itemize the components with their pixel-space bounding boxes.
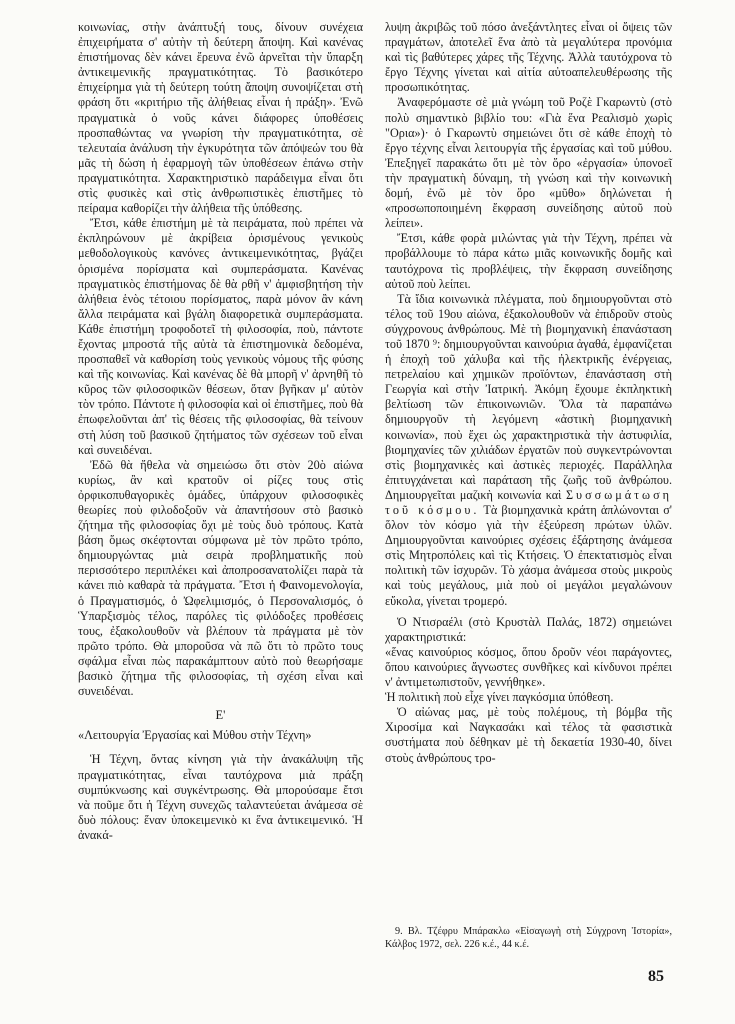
page-number: 85 (648, 968, 664, 985)
paragraph (385, 292, 672, 609)
section-number: Ε' (215, 708, 226, 723)
paragraph-text: Τὰ ἴδια κοινωνικὰ πλέγματα, ποὺ δημιουργοῦνται στὸ τέλος τοῦ 19ου αἰώνα, ἐξακολουθοῦν νὰ ἐπιδροῦν στοὺς σύγχρονους ἀνθρώπους. Μὲ τὴ βιομηχανικὴ ἐπανάσταση τοῦ 1870 ⁹: δημιουργοῦνται καινούρια ἀγαθά, ἐμφανίζεται ἡ ἐποχὴ τοῦ χάλυβα καὶ τῆς ἠλεκτρικῆς ἐνέργειας, πετρελαίου καὶ χημικῶν προϊόντων, ἐπανάσταση στὴ Γεωργία καὶ στὴν Ἰατρική. Ἀκόμη ἔχουμε ἐκπληκτικὴ βελτίωση τῶν ἐπικοινωνιῶν. Ὅλα τὰ παραπάνω δημιουργοῦν τὴ λεγόμενη «ἀστικὴ βιομηχανικὴ κοινωνία», ποὺ ἔχει ὡς χαρακτηριστικὰ τὴν ἀστυφιλία, βιομηχανίες τῶν χιλιάδων ἐργατῶν ποὺ συγκεντρώνονται στὶς βιομηχανικὲς καὶ ἀστικὲς περιοχές. Παράλληλα ἐπιτυγχάνεται καὶ παράταση τῆς ζωῆς τοῦ ἀνθρώπου. Δημιουργεῖται μαζικὴ κοινωνία καὶ (385, 291, 672, 502)
paragraph: Ἔτσι, κάθε φορὰ μιλώντας γιὰ τὴν Τέχνη, πρέπει νὰ προβάλλουμε τὸ πάρα κάτω μιᾶς κοινωνικῆς δομῆς καὶ ταυτόχρονα τὶς προβλέψεις, τὴν ἔκφραση συνείδησης αὐτοῦ ποὺ λείπει. (385, 231, 672, 291)
paragraph: Ἔτσι, κάθε ἐπιστήμη μὲ τὰ πειράματα, ποὺ πρέπει νὰ ἐκπληρώνουν μὲ ἀκρίβεια ὁρισμένους γενικοὺς μεθοδολογικοὺς κανόνες ἀντικειμενικότητας, βγάζει ὁρισμένα πορίσματα καὶ συμπεράσματα. Κανένας πραγματικὸς ἐπιστήμονας δὲ θὰ ρθῆ ν' ἀμφισβητήση τὴν ἀλήθεια ἑνὸς τέτοιου πορίσματος, παρὰ μόνον ἂν κάνη ἄλλα πειράματα καὶ βγάλη διαφορετικὰ συμπεράσματα. Κάθε ἐπιστήμη τροφοδοτεῖ τὴ φιλοσοφία, ποὺ, πάντοτε ἔχοντας μπροστά τῆς αὐτὰ τὰ ἐπιστημονικὰ δεδομένα, προσπαθεῖ νὰ καθορίση τοὺς γενικοὺς νόμους τῆς φύσης καὶ τῆς κοινωνίας. Καὶ κανένας δὲ θὰ μπορῆ ν' ἀρνηθῆ τὸ κῦρος τῶν φιλοσοφικῶν θέσεων, ὅταν βγῆκαν μ' αὐτὸν τὸν τρόπο. Πάντοτε ἡ φιλοσοφία καὶ οἱ ἐπιστῆμες, ποὺ θὰ ἐπωφελοῦνται ἀπ' τὶς θέσεις τῆς φιλοσοφίας, θὰ τείνουν στὴ λύση τοῦ βασικοῦ ζητήματος τῶν σχέσεων τοῦ εἶναι καὶ συνειδέναι. (78, 216, 363, 457)
paragraph-text: Τὰ βιομηχανικὰ κράτη ἁπλώνονται σ' ὅλον τὸν κόσμο γιὰ τὴν ἐξεύρεση πρώτων ὑλῶν. Δημιουργοῦνται καινούριες σχέσεις ἐξάρτησης ἀνάμεσα στὶς Μητροπόλεις καὶ τὶς Κτήσεις. Ὁ ἐπεκτατισμὸς εἶναι πολιτικὴ τῶν ἰσχυρῶν. Τὸ χάσμα ἀνάμεσα στοὺς μικροὺς καὶ τοὺς μεγάλους, μιὰ ποὺ οἱ μεγάλοι μεγαλώνουν εὔκολα, γίνεται τρομερό. (385, 503, 672, 608)
paragraph: λυψη ἀκριβῶς τοῦ πόσο ἀνεξάντλητες εἶναι οἱ ὄψεις τῶν πραγμάτων, ἀποτελεῖ ἕνα ἀπὸ τὰ μεγαλύτερα προνόμια καὶ τὶς βαθύτερες χάρες τῆς Τέχνης. Ἀλλὰ ταυτόχρονα τὸ ἔργο Τέχνης γίνεται καὶ αἰτία αὐτοαπελευθέρωσης τῆς προσωπικότητας. (385, 20, 672, 95)
paragraph: Ἡ πολιτικὴ ποὺ εἶχε γίνει παγκόσμια ὑπόθεση. (385, 690, 614, 705)
paragraph: Ἐδῶ θὰ ἤθελα νὰ σημειώσω ὅτι στὸν 20ὸ αἰώνα κυρίως, ἂν καὶ κρατοῦν οἱ ρίζες τους στὶς ὀρφικοπυθαγορικὲς ὁμάδες, ὑπάρχουν φιλοσοφικὲς θεωρίες ποὺ φιλοδοξοῦν νὰ ἀπαντήσουν στὸ βασικὸ ζήτημα τῆς φιλοσοφίας ὄχι μὲ τοὺς δυὸ τρόπους. Κατὰ βάση ὅμως σκέφτονται σύμφωνα μὲ τὸν πρῶτο τρόπο, δημιουργώντας μιὰ σειρὰ προβληματικῆς ποὺ περισσότερο περιπλέκει καὶ ἀποπροσανατολίζει παρὰ τὰ κάνει πιὸ καθαρὰ τὰ πράγματα. Ἔτσι ἡ Φαινομενολογία, ὁ Πραγματισμός, ὁ Ὠφελιμισμός, ὁ Περσοναλισμός, ὁ Ὑπαρξισμὸς τέλος, παρόλες τὶς φιλόδοξες προθέσεις τους, ἐξακολουθοῦν νὰ βλέπουν τὰ πράγματα μὲ τὸν πρῶτο τρόπο. Θὰ μποροῦσα νὰ πῶ ὅτι τὸ πρῶτο τους σφάλμα εἶναι πὼς παρακάμπτουν αὐτὸ ποὺ θεωρήσαμε βασικὸ ζήτημα τῆς φιλοσοφίας, τὴ σχέση εἶναι καὶ συνειδέναι. (78, 457, 363, 699)
spaced-emphasis: Συσσωμάτωση τοῦ κόσμου. (385, 487, 673, 517)
right-column (385, 20, 672, 766)
footnote (385, 925, 672, 951)
footnote-text: 9. Βλ. Τζέφρυ Μπάρακλω «Εἰσαγωγὴ στὴ Σύγχρονη Ἱστορία», Κάλβος 1972, σελ. 226 κ.έ., 44 κ.έ. (385, 926, 672, 950)
paragraph: Ἡ Τέχνη, ὄντας κίνηση γιὰ τὴν ἀνακάλυψη τῆς πραγματικότητας, εἶναι ταυτόχρονα μιὰ πράξη συμπύκνωσης καὶ συγκέντρωσης. Θὰ μπορούσαμε ἔτσι νὰ ποῦμε ὅτι ἡ Τέχνη συνεχῶς ταλαντεύεται ἀνάμεσα σὲ δυὸ πόλους: ἕναν ὑποκειμενικὸ κι ἕνα ἀντικειμενικό. Ἡ ἀνακά- (78, 752, 363, 842)
paragraph: Ὁ αἰώνας μας, μὲ τοὺς πολέμους, τὴ βόμβα τῆς Χιροσίμα καὶ Ναγκασάκι καὶ τέλος τὰ φασιστικὰ συστήματα ποὺ δέθηκαν μὲ τὴ δεκαετία 1930-40, δίνει στοὺς ἀνθρώπους τρο- (385, 705, 672, 765)
paragraph: Ἀναφερόμαστε σὲ μιὰ γνώμη τοῦ Ροζὲ Γκαρωντὺ (στὸ πολὺ σημαντικὸ βιβλίο του: «Γιὰ ἕνα Ρεαλισμὸ χωρὶς "Ορια»)· ὁ Γκαρωντὺ σημειώνει ὅτι σὲ κάθε ἐποχὴ τὸ ἔργο τέχνης εἶναι λειτουργία τῆς ἐργασίας καὶ τοῦ μύθου. Ἐπεξηγεῖ παρακάτω ὅτι μὲ τὸν ὅρο «ἐργασία» ὑπονοεῖ τὴν πραγματικὴ δύναμη, τὴ γνώση καὶ τὴν κοινωνικὴ δομή, ἐνῶ μὲ τὸν ὅρο «μῦθο» δηλώνεται ἡ «προσωποποιημένη ἔκφραση συνείδησης αὐτοῦ ποὺ λείπει». (385, 95, 672, 231)
block-quote: «ἕνας καινούριος κόσμος, ὅπου δροῦν νέοι παράγοντες, ὅπου καινούριες ἄγνωστες συνθῆκες καὶ κίνδυνοι πρέπει ν' ἀντιμετωπιστοῦν, γεννήθηκε». (385, 644, 672, 690)
paragraph: Ὁ Ντισραέλι (στὸ Κρυστὰλ Παλάς, 1872) σημειώνει χαρακτηριστικά: (385, 614, 672, 644)
paragraph: κοινωνίας, στὴν ἀνάπτυξή τους, δίνουν συνέχεια ἐπιχειρήματα σ' αὐτὴν τὴ δεύτερη ἄποψη. Καὶ κανένας ἐπιστήμονας δὲν κάνει ἔρευνα ἐνῶ ἀρνεῖται τὴν ὕπαρξη ἀντικειμενικῆς πραγματικότητας. Τὸ βασικότερο ἐπιχείρημα γιὰ τὴ δεύτερη τούτη ἄποψη συνοψίζεται στὴ φράση ὅτι «κριτήριο τῆς ἀλήθειας εἶναι ἡ πράξη». Ἐνῶ πραγματικὰ ὁ νοῦς κάνει διάφορες ὑποθέσεις προσπαθώντας να γνωρίση τὴν πραγματικότητα, σὲ τελευταία ἀνάλυση τὴν ἐγκυρότητα τῶν ἀπόψεών του θὰ μᾶς τὴ δώση ἡ ἐφαρμογὴ τῶν ὑποθέσεων ἐπάνω στὴν πραγματικότητα. Χαρακτηριστικὸ παράδειγμα εἶναι ὅτι στὶς φυσικὲς καὶ στὶς ἀνθρωπιστικὲς ἐπιστῆμες τὸ πείραμα καθορίζει τὴν ἀλήθεια τῆς ὑπόθεσης. (78, 20, 363, 216)
section-title: «Λειτουργία Ἐργασίας καὶ Μύθου στὴν Τέχνη» (78, 728, 312, 743)
left-column (78, 20, 363, 843)
